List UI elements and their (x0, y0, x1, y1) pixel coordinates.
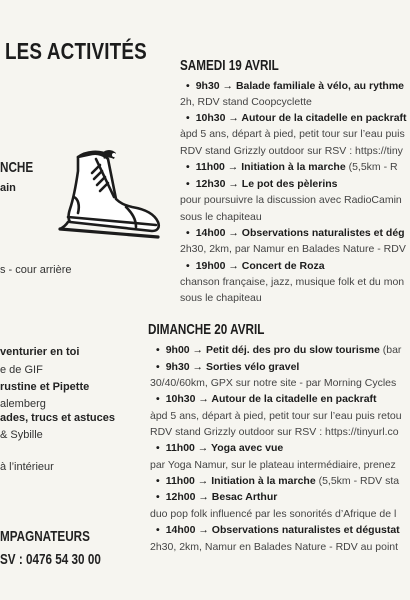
left-interieur: à l’intérieur (0, 461, 54, 473)
left-sybille: & Sybille (0, 429, 43, 441)
saturday-title: SAMEDI 19 AVRIL (180, 57, 279, 74)
list-item: • 19h00 → Concert de Roza (186, 260, 325, 272)
list-item: • 11h00 → Initiation à la marche (5,5km - R (186, 161, 398, 173)
sunday-title: DIMANCHE 20 AVRIL (148, 321, 265, 338)
list-item-desc: chanson française, jazz, musique folk et du mon (180, 276, 405, 288)
list-item: • 12h00 → Besac Arthur (156, 491, 278, 503)
left-activity-aventurier: venturier en toi (0, 346, 80, 358)
list-item-desc: 2h30, 2km, par Namur en Balades Nature - RDV (180, 243, 406, 255)
left-accompagnateurs: MPAGNATEURS (0, 528, 90, 545)
list-item: • 14h00 → Observations naturalistes et dég (186, 227, 405, 239)
list-item: • 9h00 → Petit déj. des pro du slow tourisme (bar (156, 344, 402, 356)
list-item-desc: sous le chapiteau (180, 211, 262, 223)
left-alemberg: alemberg (0, 398, 46, 410)
left-activity-rustine: rustine et Pipette (0, 381, 90, 393)
list-item: • 11h00 → Yoga avec vue (156, 442, 284, 454)
list-item: • 9h30 → Balade familiale à vélo, au rythme (186, 80, 405, 92)
list-item-desc: àpd 5 ans, départ à pied, petit tour sur l’eau puis (180, 128, 405, 140)
left-gif: e de GIF (0, 364, 43, 376)
page-title: LES ACTIVITÉS (5, 38, 147, 64)
list-item-desc: 2h30, 2km, Namur en Balades Nature - RDV au point (150, 541, 399, 553)
list-item-desc: par Yoga Namur, sur le plateau intermédiaire, prenez (150, 459, 396, 471)
list-item-desc: pour poursuivre la discussion avec RadioCamin (180, 194, 402, 206)
list-item-desc: sous le chapiteau (180, 292, 262, 304)
list-item-desc: àpd 5 ans, départ à pied, petit tour sur l’eau puis retou (150, 410, 402, 422)
list-item-desc: RDV stand Grizzly outdoor sur RSV : https://tiny (180, 145, 403, 157)
list-item: • 14h00 → Observations naturalistes et dégustat (156, 524, 400, 536)
list-item-desc: 30/40/60km, GPX sur notre site - par Morning Cycles (150, 377, 397, 389)
list-item-desc: 2h, RDV stand Coopcyclette (180, 96, 312, 108)
left-activity-ades: ades, trucs et astuces (0, 412, 115, 424)
list-item: • 12h30 → Le pot des pèlerins (186, 178, 338, 190)
list-item: • 11h00 → Initiation à la marche (5,5km - RDV sta (156, 475, 400, 487)
left-location: s - cour arrière (0, 264, 72, 276)
list-item-desc: duo pop folk influencé par les sonorités d’Afrique de l (150, 508, 397, 520)
left-day-heading: NCHE (0, 159, 34, 176)
list-item-desc: RDV stand Grizzly outdoor sur RSV : https://tinyurl.co (150, 426, 399, 438)
left-subheading: ain (0, 182, 16, 194)
left-phone: SV : 0476 54 30 00 (0, 551, 101, 568)
list-item: • 10h30 → Autour de la citadelle en packraft (186, 112, 407, 124)
hiking-boot-icon (56, 145, 164, 245)
list-item: • 9h30 → Sorties vélo gravel (156, 361, 300, 373)
list-item: • 10h30 → Autour de la citadelle en packraft (156, 393, 377, 405)
